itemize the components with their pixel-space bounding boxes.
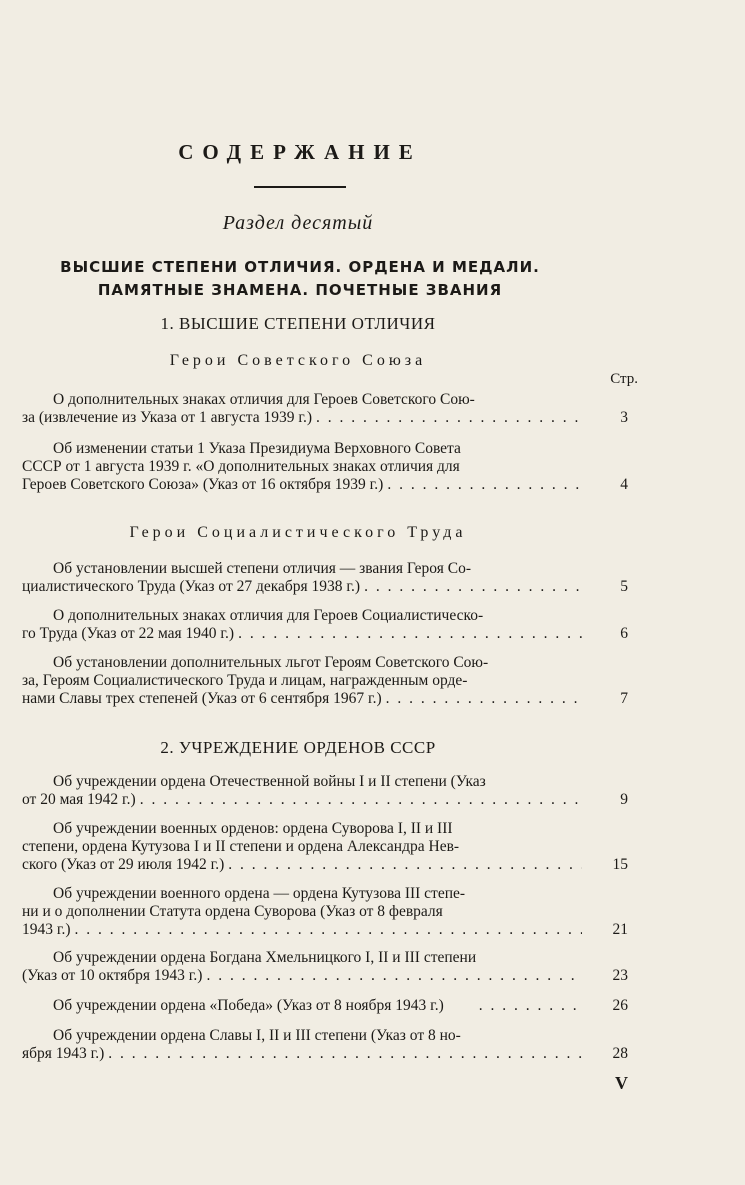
subsection-title: 1. ВЫСШИЕ СТЕПЕНИ ОТЛИЧИЯ xyxy=(160,314,436,333)
page-title: СОДЕРЖАНИЕ xyxy=(178,140,422,164)
entry-line xyxy=(22,1045,582,1063)
entry-line: СССР от 1 августа 1939 г. «О дополнительных знаках отличия для xyxy=(22,458,460,475)
section-title: Раздел десятый xyxy=(222,212,374,234)
entry-line: ни и о дополнении Статута ордена Суворова (Указ от 8 февраля xyxy=(22,903,443,920)
toc-entry[interactable] xyxy=(22,997,582,1015)
entry-line xyxy=(22,578,582,596)
entry-line: Об изменении статьи 1 Указа Президиума Верховного Совета xyxy=(53,440,461,457)
toc-entry[interactable] xyxy=(22,654,582,708)
entry-line: Об учреждении военного ордена — ордена Кутузова III степе- xyxy=(53,885,466,902)
folio-page-number: V xyxy=(615,1073,628,1093)
entry-line xyxy=(22,856,582,874)
part-heading-line-1: ВЫСШИЕ СТЕПЕНИ ОТЛИЧИЯ. ОРДЕНА И МЕДАЛИ. xyxy=(60,258,540,276)
toc-entry[interactable] xyxy=(22,607,582,643)
entry-line: Об учреждении ордена Отечественной войны I и II степени (Указ xyxy=(53,773,486,790)
entry-page-number: 4 xyxy=(620,476,628,493)
entry-line xyxy=(22,921,582,939)
title-divider xyxy=(254,186,346,188)
entry-page-number: 7 xyxy=(620,690,628,707)
entry-line: Об учреждении военных орденов: ордена Суворова I, II и III xyxy=(53,820,453,837)
entry-line: Об учреждении ордена Славы I, II и III степени (Указ от 8 но- xyxy=(53,1027,461,1044)
leader-dots xyxy=(234,625,582,643)
entry-page-number: 21 xyxy=(612,921,628,938)
entry-line-text: ября 1943 г.) xyxy=(22,1045,105,1062)
entry-line xyxy=(22,791,582,809)
toc-entry[interactable] xyxy=(22,560,582,596)
entry-line-text: от 20 мая 1942 г.) xyxy=(22,791,136,808)
entry-page-number: 26 xyxy=(612,997,628,1014)
entry-line xyxy=(22,690,582,708)
toc-entry[interactable] xyxy=(22,391,582,427)
entry-line-text: нами Славы трех степеней (Указ от 6 сентября 1967 г.) xyxy=(22,690,382,707)
entry-page-number: 3 xyxy=(620,409,628,426)
entry-line xyxy=(22,967,582,985)
entry-line xyxy=(22,476,582,494)
leader-dots xyxy=(104,1045,582,1063)
entry-line: Об учреждении ордена Богдана Хмельницкого I, II и III степени xyxy=(53,949,477,966)
leader-dots xyxy=(136,791,582,809)
entry-line: степени, ордена Кутузова I и II степени и ордена Александра Нев- xyxy=(22,838,460,855)
subsection-title: 2. УЧРЕЖДЕНИЕ ОРДЕНОВ СССР xyxy=(160,738,436,757)
entry-line: Об установлении высшей степени отличия — звания Героя Со- xyxy=(53,560,471,577)
group-title: Герои Советского Союза xyxy=(169,352,427,369)
entry-page-number: 5 xyxy=(620,578,628,595)
entry-line-text: (Указ от 10 октября 1943 г.) xyxy=(22,967,203,984)
group-title: Герои Социалистического Труда xyxy=(129,524,467,541)
part-heading-line-2: ПАМЯТНЫЕ ЗНАМЕНА. ПОЧЕТНЫЕ ЗВАНИЯ xyxy=(97,281,503,299)
entry-line-text: го Труда (Указ от 22 мая 1940 г.) xyxy=(22,625,235,642)
entry-line: Об установлении дополнительных льгот Героям Советского Сою- xyxy=(53,654,489,671)
toc-entry[interactable] xyxy=(22,949,582,985)
entry-line-text: за (извлечение из Указа от 1 августа 1939 г.) xyxy=(22,409,313,426)
entry-line xyxy=(22,625,582,643)
toc-entry[interactable] xyxy=(22,773,582,809)
entry-line-text: 1943 г.) xyxy=(22,921,71,938)
leader-dots xyxy=(202,967,582,985)
toc-entry[interactable] xyxy=(22,885,582,939)
entry-page-number: 28 xyxy=(612,1045,628,1062)
entry-line-text: Героев Советского Союза» (Указ от 16 октября 1939 г.) xyxy=(22,476,384,493)
leader-dots xyxy=(71,921,582,939)
entry-page-number: 15 xyxy=(612,856,628,873)
leader-dots xyxy=(224,856,582,874)
leader-dots xyxy=(383,476,582,494)
entry-line: О дополнительных знаках отличия для Героев Социалистическо- xyxy=(53,607,484,624)
entry-line-text: ского (Указ от 29 июля 1942 г.) xyxy=(22,856,225,873)
entry-line: за, Героям Социалистического Труда и лицам, награжденным орде- xyxy=(22,672,468,689)
page-column-label: Стр. xyxy=(610,371,638,387)
entry-page-number: 23 xyxy=(612,967,628,984)
entry-line: О дополнительных знаках отличия для Героев Советского Сою- xyxy=(53,391,475,408)
entry-line-text: циалистического Труда (Указ от 27 декабря 1938 г.) xyxy=(22,578,361,595)
entry-line-text: Об учреждении ордена «Победа» (Указ от 8 ноября 1943 г.) xyxy=(53,997,444,1014)
toc-entry[interactable] xyxy=(22,820,582,874)
toc-entry[interactable] xyxy=(22,440,582,494)
entry-line xyxy=(22,997,582,1015)
toc-entry[interactable] xyxy=(22,1027,582,1063)
leader-dots xyxy=(312,409,582,427)
entry-page-number: 9 xyxy=(620,791,628,808)
leader-dots xyxy=(360,578,582,596)
leader-dots xyxy=(444,997,582,1015)
leader-dots xyxy=(382,690,582,708)
entry-line xyxy=(22,409,582,427)
entry-page-number: 6 xyxy=(620,625,628,642)
